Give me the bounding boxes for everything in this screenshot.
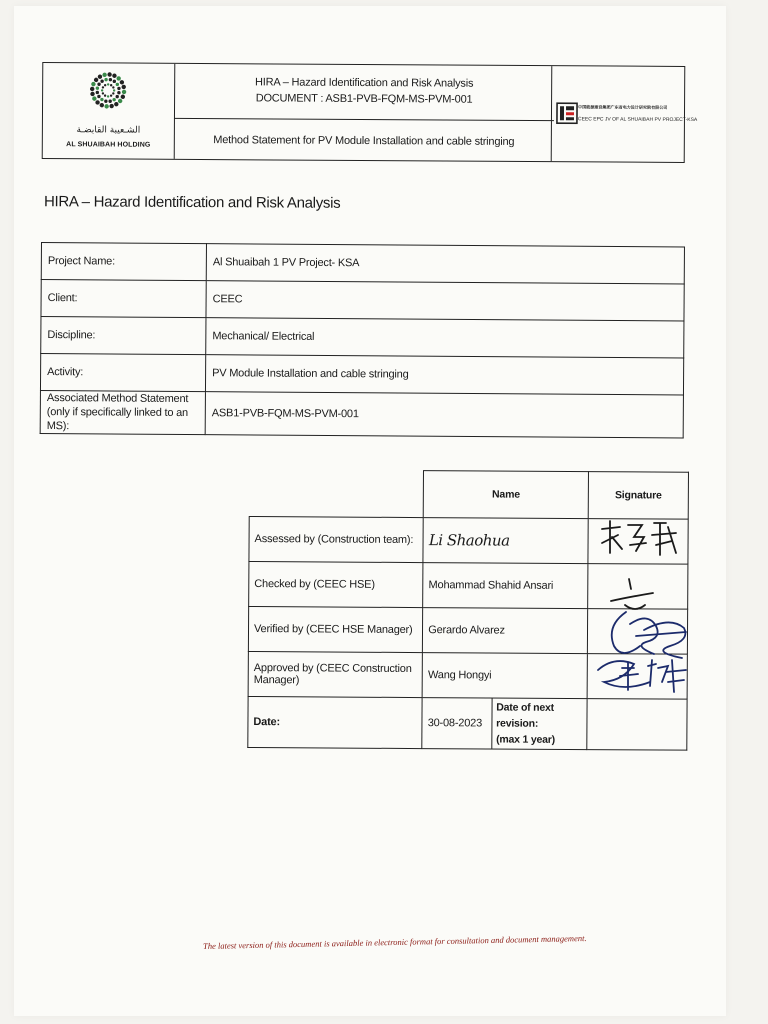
logo-petal — [117, 91, 120, 94]
ceec-chinese-name: 中国能源建设集团广东省电力设计研究院有限公司 — [578, 104, 668, 111]
logo-petal — [97, 83, 100, 86]
header-title-line1: HIRA – Hazard Identification and Risk Analysis — [255, 76, 474, 90]
verified-by-label: Verified by (CEEC HSE Manager) — [248, 607, 423, 653]
handwritten-name: Li Shaohua — [428, 531, 510, 550]
logo-petal — [104, 104, 108, 108]
discipline-label: Discipline: — [41, 317, 206, 355]
signature-column-header: Signature — [588, 472, 688, 520]
logo-petal — [97, 95, 100, 98]
table-row — [248, 607, 687, 655]
logo-petal — [94, 78, 98, 82]
logo-petal — [121, 95, 125, 99]
sunburst-logo-icon — [88, 67, 128, 113]
verified-by-signature — [587, 609, 687, 655]
logo-petal — [118, 99, 122, 103]
logo-petal — [112, 74, 116, 78]
logo-petal — [102, 92, 104, 94]
date-label: Date: — [248, 696, 423, 748]
date-value: 30-08-2023 — [423, 698, 493, 748]
logo-petal — [91, 82, 95, 86]
logo-petal — [100, 80, 103, 83]
approved-by-signature — [587, 654, 687, 700]
logo-petal — [102, 73, 106, 77]
logo-petal — [110, 84, 112, 86]
logo-petal — [110, 94, 112, 96]
logo-petal — [101, 89, 103, 91]
next-revision-label — [492, 698, 587, 749]
approved-by-label: Approved by (CEEC Construction Manager) — [248, 651, 423, 697]
logo-petal — [114, 102, 118, 106]
checked-by-name: Mohammad Shahid Ansari — [423, 563, 588, 609]
project-info-table — [40, 242, 685, 438]
logo-petal — [104, 94, 106, 96]
next-revision-value — [587, 699, 687, 751]
assessed-by-signature — [588, 519, 688, 565]
logo-petal — [96, 86, 99, 89]
logo-petal — [104, 84, 106, 86]
header-subtitle: Method Statement for PV Module Installation and cable stringing — [213, 134, 515, 148]
logo-petal — [120, 80, 124, 84]
logo-petal — [112, 86, 114, 88]
logo-petal — [107, 83, 109, 85]
project-name-value: Al Shuaibah 1 PV Project- KSA — [206, 244, 684, 284]
activity-label: Activity: — [40, 354, 205, 392]
logo-petal — [112, 98, 115, 101]
method-statement-label-line1: Associated Method Statement — [46, 392, 189, 406]
logo-petal — [100, 98, 103, 101]
table-row — [41, 317, 684, 358]
checked-by-signature — [588, 564, 688, 610]
method-statement-value: ASB1-PVB-FQM-MS-PVM-001 — [205, 392, 683, 438]
blank-cell — [249, 470, 424, 518]
logo-petal — [122, 85, 126, 89]
logo-petal — [109, 104, 113, 108]
logo-petal — [104, 78, 107, 81]
document-number: DOCUMENT : ASB1-PVB-FQM-MS-PVM-001 — [255, 92, 473, 106]
next-revision-line2: (max 1 year) — [496, 733, 556, 746]
logo-petal — [116, 76, 120, 80]
logo-petal — [100, 103, 104, 107]
name-column-header: Name — [423, 471, 588, 519]
project-name-label: Project Name: — [41, 243, 206, 281]
table-row — [40, 354, 683, 395]
logo-arabic-text: الشـعيبة القابضـة — [76, 125, 141, 136]
logo-petal — [98, 74, 102, 78]
logo-petal — [122, 90, 126, 94]
method-statement-label — [40, 390, 205, 434]
ceec-logo — [551, 66, 698, 162]
logo-petal — [113, 89, 115, 91]
logo-petal — [95, 100, 99, 104]
logo-petal — [116, 95, 119, 98]
signature-table — [247, 469, 689, 751]
discipline-value: Mechanical/ Electrical — [206, 318, 684, 358]
ceec-logo-icon — [556, 102, 578, 124]
logo-petal — [113, 80, 116, 83]
header-title — [174, 64, 554, 121]
logo-english-text: AL SHUAIBAH HOLDING — [66, 141, 151, 149]
assessed-by-name — [423, 518, 588, 564]
table-row — [41, 280, 684, 321]
section-title: HIRA – Hazard Identification and Risk Analysis — [43, 193, 341, 212]
client-label: Client: — [41, 280, 206, 318]
table-row — [249, 562, 688, 610]
table-header-row — [249, 470, 688, 520]
document-header — [42, 62, 698, 163]
client-value: CEEC — [206, 281, 684, 321]
logo-petal — [117, 87, 120, 90]
next-revision-line1: Date of next revision: — [496, 701, 555, 730]
date-row — [248, 696, 687, 750]
logo-petal — [107, 95, 109, 97]
logo-petal — [90, 87, 94, 91]
logo-petal — [116, 83, 119, 86]
table-row — [249, 517, 688, 565]
logo-petal — [92, 96, 96, 100]
header-title-area — [174, 64, 555, 161]
checked-by-label: Checked by (CEEC HSE) — [249, 562, 424, 608]
assessed-by-label: Assessed by (Construction team): — [249, 517, 424, 563]
logo-petal — [107, 72, 111, 76]
approved-by-name: Wang Hongyi — [422, 653, 587, 699]
verified-by-name: Gerardo Alvarez — [423, 608, 588, 654]
ceec-english-name: CEEC EPC JV OF AL SHUAIBAH PV PROJECT-KSA — [577, 116, 698, 124]
logo-petal — [102, 86, 104, 88]
date-value-cell — [422, 698, 587, 750]
logo-petal — [109, 78, 112, 81]
table-row — [40, 390, 683, 437]
table-row — [41, 243, 684, 284]
logo-petal — [104, 99, 107, 102]
footer-note: The latest version of this document is available in electronic format for consultation and document management. — [202, 932, 587, 952]
table-row — [248, 651, 687, 699]
logo-petal — [112, 92, 114, 94]
method-statement-label-line2: (only if specifically linked to an MS): — [46, 406, 189, 433]
activity-value: PV Module Installation and cable stringing — [205, 355, 683, 395]
al-shuaibah-logo — [43, 63, 176, 159]
logo-petal — [90, 92, 94, 96]
logo-petal — [108, 100, 111, 103]
logo-petal — [96, 91, 99, 94]
